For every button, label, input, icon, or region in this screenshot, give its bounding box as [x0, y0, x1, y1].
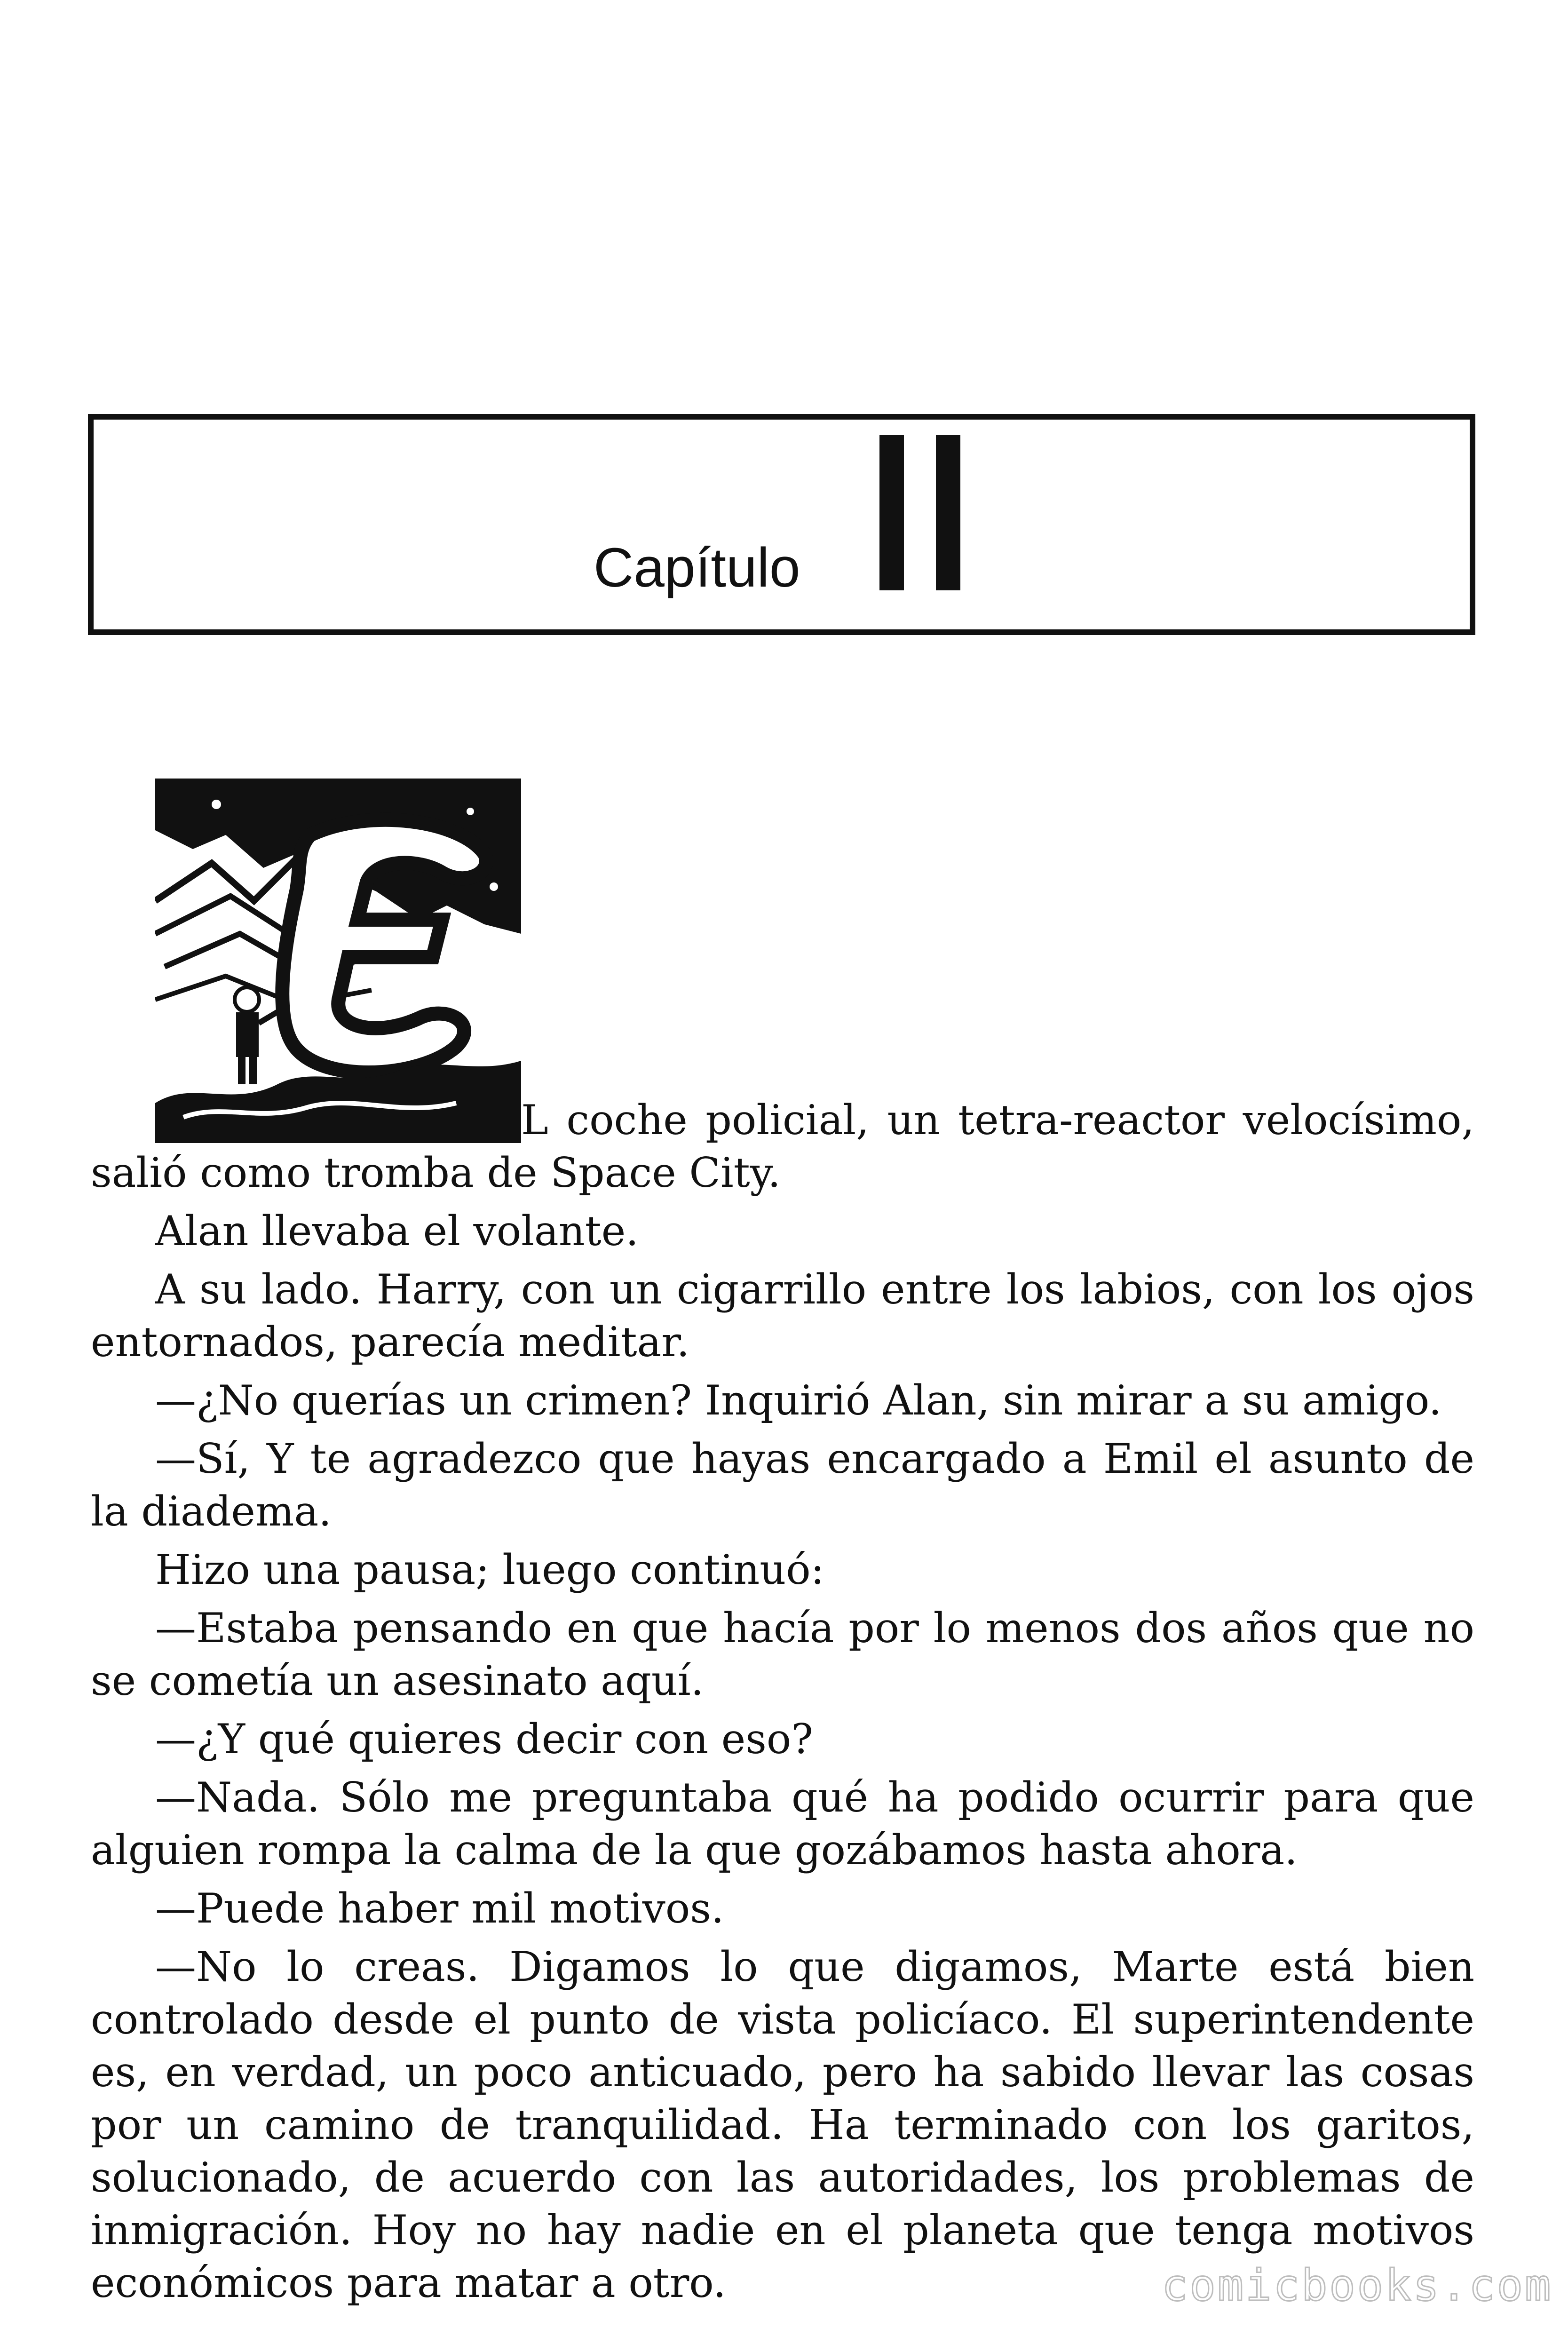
body-text [91, 1094, 1474, 2315]
paragraph: —No lo creas. Digamos lo que digamos, Marte está bien controlado desde el punto de vista policíaco. El superintendente es, en verdad, un poco anticuado, pero ha sabido llevar las cosas por un camino de tranquilidad. Ha terminado con los garitos, solucionado, de acuerdo con las autoridades, los problemas de inmigración. Hoy no hay nadie en el planeta que tenga motivos económicos para matar a otro. [91, 1943, 1474, 2307]
chapter-heading-box [88, 414, 1475, 635]
paragraph: L coche policial, un tetra-reactor velocísimo, salió como tromba de Space City. [91, 1096, 1474, 1197]
chapter-numeral-stroke [879, 435, 904, 590]
paragraph: —Estaba pensando en que hacía por lo menos dos años que no se cometía un asesinato aquí. [91, 1604, 1474, 1705]
paragraph: —Nada. Sólo me preguntaba qué ha podido ocurrir para que alguien rompa la calma de la que gozábamos hasta ahora. [91, 1773, 1474, 1874]
paragraph: Alan llevaba el volante. [155, 1207, 639, 1255]
paragraph: A su lado. Harry, con un cigarrillo entre los labios, con los ojos entornados, parecía meditar. [91, 1265, 1474, 1366]
paragraph: Hizo una pausa; luego continuó: [155, 1546, 824, 1594]
chapter-label: Capítulo [594, 537, 800, 599]
paragraph: —¿Y qué quieres decir con eso? [155, 1715, 813, 1763]
paragraph: —Sí, Y te agradezco que hayas encargado a Emil el asunto de la diadema. [91, 1435, 1474, 1535]
paragraph: —Puede haber mil motivos. [155, 1884, 724, 1932]
paragraph: —¿No querías un crimen? Inquirió Alan, sin mirar a su amigo. [155, 1376, 1442, 1424]
dropcap-illustration [155, 779, 521, 1143]
watermark-logo: comicbooks.com [1162, 2260, 1553, 2311]
chapter-numeral-stroke [936, 435, 960, 590]
